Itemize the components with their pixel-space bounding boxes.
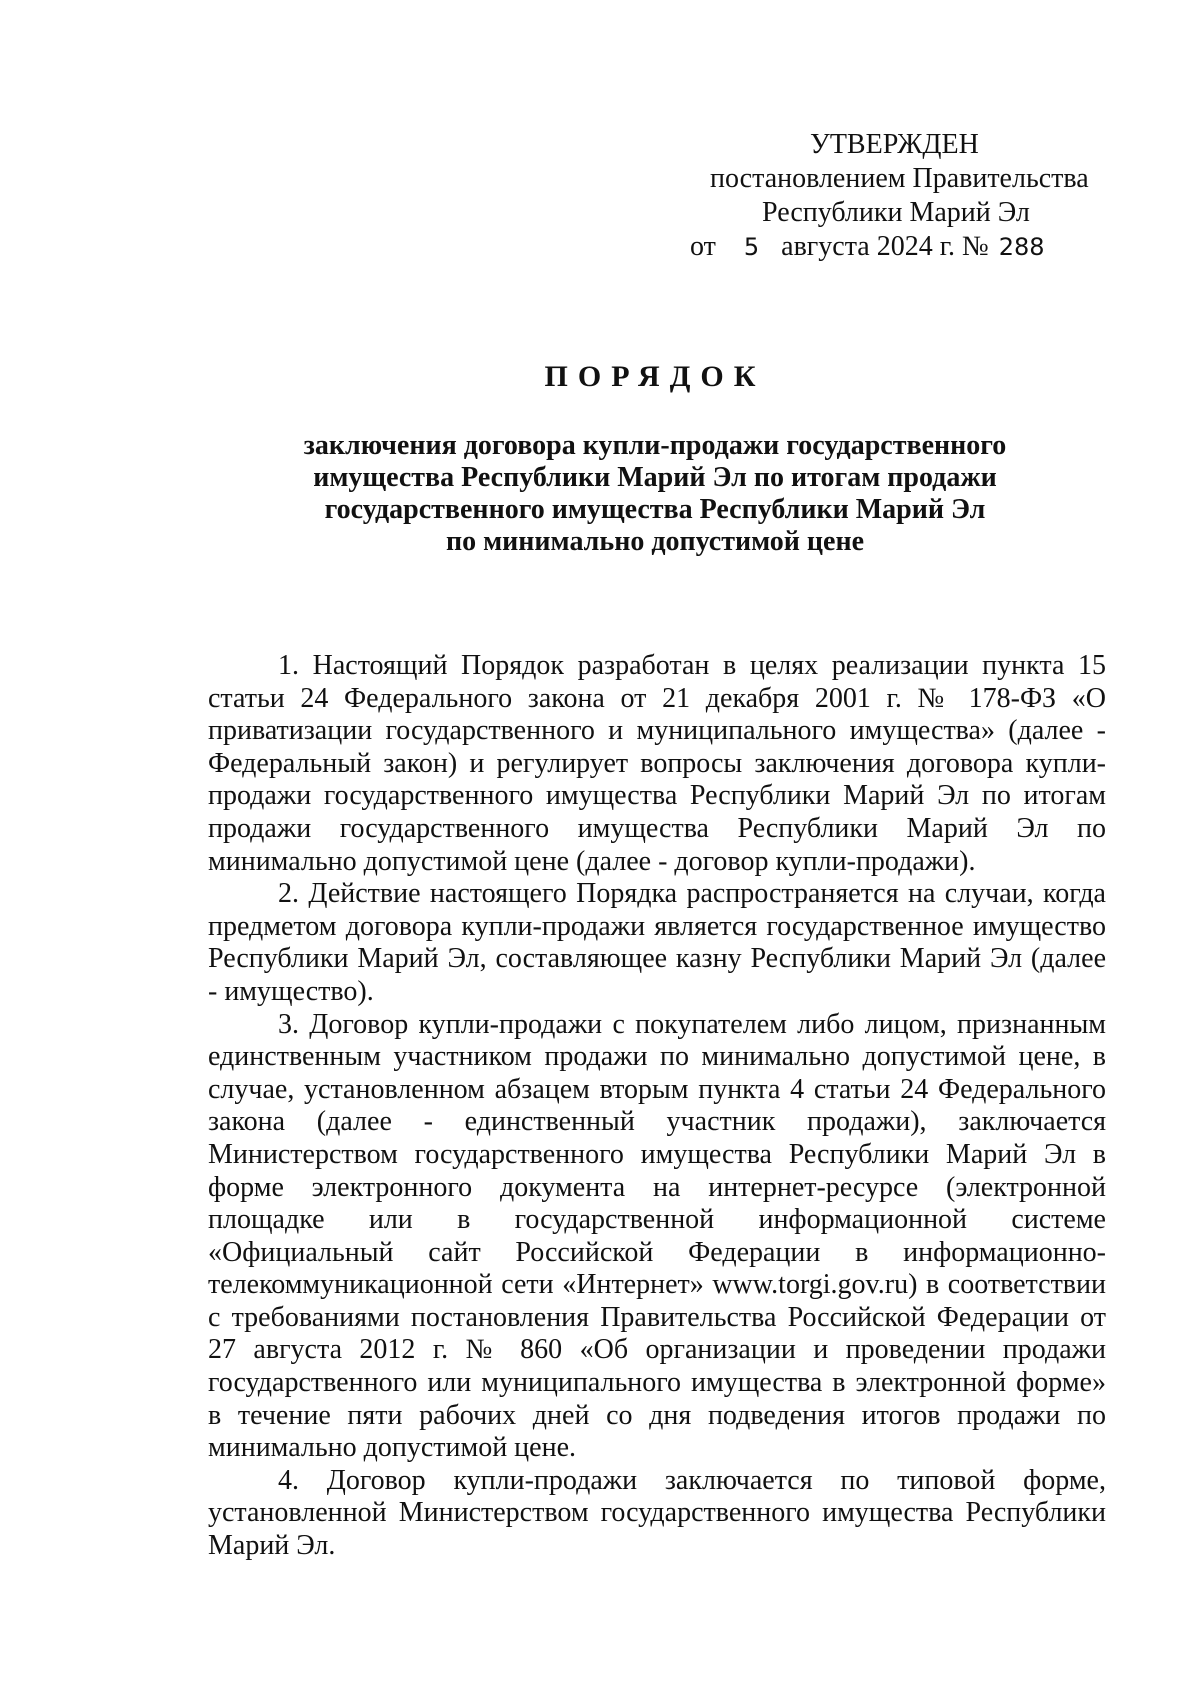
approval-republic-line: Республики Марий Эл (762, 197, 1030, 228)
paragraph-4: 4. Договор купли-продажи заключается по типовой форме, установленной Министерством государственного имущества Республики Марий Эл. (208, 1464, 1106, 1562)
approval-stamp (690, 128, 1120, 264)
approval-day: 5 (743, 233, 760, 261)
paragraph-1: 1. Настоящий Порядок разработан в целях реализации пункта 15 статьи 24 Федерального закона от 21 декабря 2001 г. № 178-ФЗ «О приватизации государственного и муниципального имущества» (далее - Федеральный закон) и регулирует вопросы заключения договора купли-продажи государственного имущества Республики Марий Эл по итогам продажи государственного имущества Республики Марий Эл по минимально допустимой цене (далее - договор купли-продажи). (208, 650, 1106, 877)
approval-month-year: августа 2024 г. № (781, 231, 989, 262)
subtitle-line: государственного имущества Республики Марий Эл (324, 494, 986, 525)
document-body (208, 650, 1106, 1563)
approval-heading: УТВЕРЖДЕН (810, 129, 979, 160)
document-title: ПОРЯДОК (544, 360, 766, 393)
paragraph-3: 3. Договор купли-продажи с покупателем либо лицом, признанным единственным участником продажи по минимально допустимой цене, в случае, установленном абзацем вторым пункта 4 статьи 24 Федерального закона (далее - единственный участник продажи), заключается Министерством государственного имущества Республики Марий Эл в форме электронного документа на интернет-ресурсе (электронной площадке или в государственной информационной системе «Официальный сайт Российской Федерации в информационно-телекоммуникационной сети «Интернет» www.torgi.gov.ru) в соответствии с требованиями постановления Правительства Российской Федерации от 27 августа 2012 г. № 860 «Об организации и проведении продажи государственного или муниципального имущества в электронной форме» в течение пяти рабочих дней со дня подведения итогов продажи по минимально допустимой цене. (208, 1008, 1106, 1464)
approval-number: 288 (998, 233, 1045, 261)
approval-date-line (690, 230, 1120, 264)
document-subtitle (0, 430, 1200, 558)
approval-resolution-line: постановлением Правительства (710, 163, 1089, 194)
paragraph-2: 2. Действие настоящего Порядка распространяется на случаи, когда предметом договора купли-продажи является государственное имущество Республики Марий Эл, составляющее казну Республики Марий Эл (далее - имущество). (208, 878, 1106, 1007)
approval-date-prefix: от (690, 231, 716, 262)
subtitle-line: имущества Республики Марий Эл по итогам продажи (313, 462, 997, 493)
subtitle-line: по минимально допустимой цене (445, 526, 865, 557)
subtitle-line: заключения договора купли-продажи государственного (303, 430, 1007, 461)
